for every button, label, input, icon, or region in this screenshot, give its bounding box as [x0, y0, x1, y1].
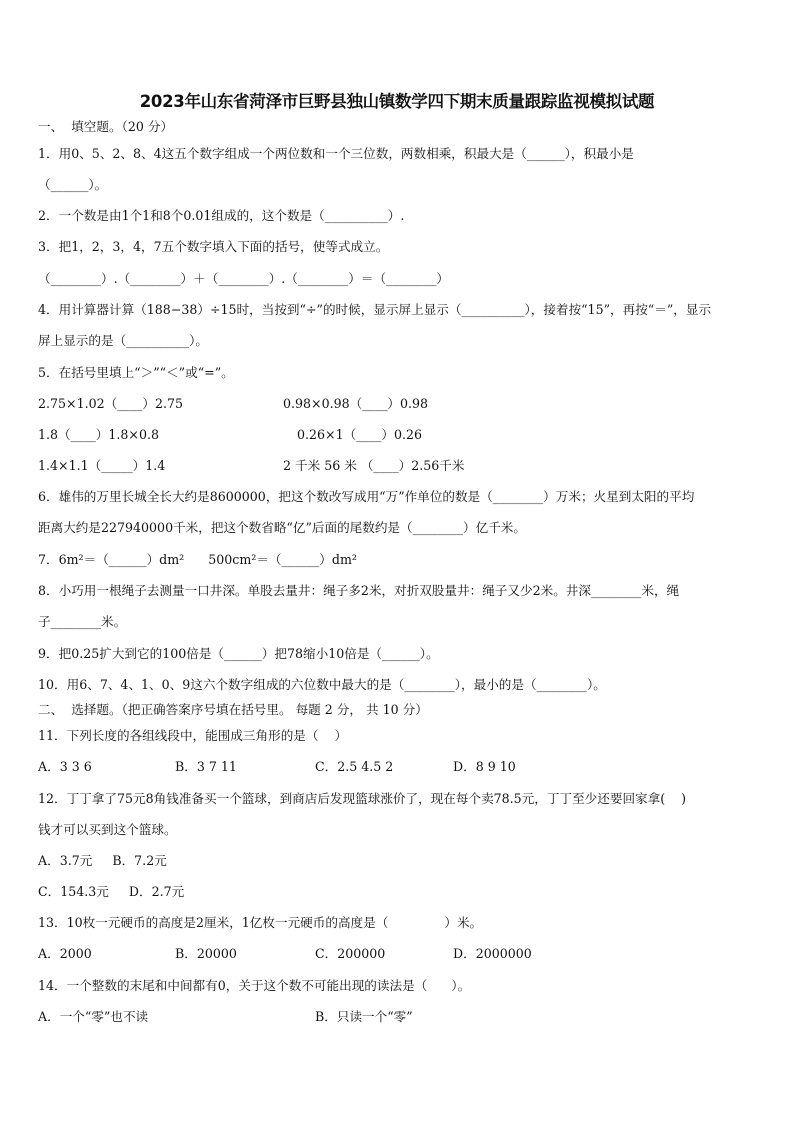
page-title: 2023年山东省菏泽市巨野县独山镇数学四下期末质量跟踪监视模拟试题	[139, 92, 655, 111]
question-6-line-1: 6．雄伟的万里长城全长大约是8600000，把这个数改写成用“万”作单位的数是（________）万米；火星到太阳的平均	[38, 489, 695, 504]
question-13-option-d: D．2000000	[453, 946, 532, 961]
question-14: 14．一个整数的末尾和中间都有0，关于这个数不可能出现的读法是（ ）。	[38, 978, 471, 993]
question-5-item-3b: 2 千米 56 米 （____）2.56千米	[283, 458, 465, 473]
question-11-option-d: D．8 9 10	[453, 759, 516, 774]
question-13-option-b: B．20000	[175, 946, 237, 961]
question-5-item-2b: 0.26×1（____）0.26	[297, 427, 423, 442]
question-11-option-a: A．3 3 6	[38, 759, 92, 774]
question-3-line-2: （________）.（________）＋（________）.（________）＝（________）	[38, 271, 450, 286]
question-6-line-2: 距离大约是227940000千米，把这个数省略“亿”后面的尾数约是（________）亿千米。	[38, 520, 526, 535]
question-2: 2．一个数是由1个1和8个0.01组成的，这个数是（__________）.	[38, 208, 405, 223]
question-5-item-3a: 1.4×1.1（_____）1.4	[38, 458, 166, 473]
question-12-line-1: 12．丁丁拿了75元8角钱准备买一个篮球，到商店后发现篮球涨价了，现在每个卖78.5元，丁丁至少还要回家拿( )	[38, 791, 687, 806]
question-4-line-1: 4．用计算器计算（188−38）÷15时，当按到“÷”的时候，显示屏上显示（__________），接着按“15”，再按“＝”，显示	[38, 302, 712, 317]
question-5-item-1b: 0.98×0.98（____）0.98	[283, 396, 429, 411]
question-1-line-2: （______）。	[38, 177, 108, 192]
question-13-option-a: A．2000	[38, 946, 92, 961]
question-3-line-1: 3．把1，2，3，4，7五个数字填入下面的括号，使等式成立。	[38, 239, 389, 254]
question-14-option-b: B．只读一个“零”	[315, 1009, 413, 1024]
question-8-line-1: 8．小巧用一根绳子去测量一口井深。单股去量井：绳子多2米，对折双股量井：绳子又少2米。井深________米，绳	[38, 583, 680, 598]
question-5: 5．在括号里填上“＞”“＜”或“=”。	[38, 365, 234, 380]
question-11-option-c: C．2.5 4.5 2	[315, 759, 394, 774]
question-12-options-row-1: A．3.7元 B．7.2元	[38, 853, 167, 868]
question-9: 9．把0.25扩大到它的100倍是（______）把78缩小10倍是（______）。	[38, 646, 439, 661]
question-12-line-2: 钱才可以买到这个篮球。	[38, 822, 177, 837]
section-heading-multiple-choice: 二、 选择题。（把正确答案序号填在括号里。 每题 2 分， 共 10 分）	[38, 702, 428, 717]
question-13-option-c: C．200000	[315, 946, 386, 961]
question-10: 10．用6、7、4、1、0、9这六个数字组成的六位数中最大的是（________），最小的是（________）。	[38, 677, 606, 692]
question-7: 7．6m²＝（______）dm² 500cm²＝（______）dm²	[38, 552, 357, 567]
question-11: 11．下列长度的各组线段中，能围成三角形的是（ ）	[38, 728, 348, 743]
question-13: 13．10枚一元硬币的高度是2厘米，1亿枚一元硬币的高度是（ ）米。	[38, 915, 483, 930]
question-8-line-2: 子________米。	[38, 614, 127, 629]
question-12-options-row-2: C．154.3元 D．2.7元	[38, 884, 185, 899]
question-4-line-2: 屏上显示的是（__________）。	[38, 333, 209, 348]
question-14-option-a: A．一个“零”也不读	[38, 1009, 149, 1024]
question-5-item-2a: 1.8（____）1.8×0.8	[38, 427, 160, 442]
question-11-option-b: B．3 7 11	[175, 759, 237, 774]
question-5-item-1a: 2.75×1.02（____）2.75	[38, 396, 184, 411]
section-heading-fill-blank: 一、 填空题。（20 分）	[38, 119, 174, 134]
question-1-line-1: 1．用0、5、2、8、4这五个数字组成一个两位数和一个三位数，两数相乘，积最大是（______），积最小是	[38, 146, 634, 161]
